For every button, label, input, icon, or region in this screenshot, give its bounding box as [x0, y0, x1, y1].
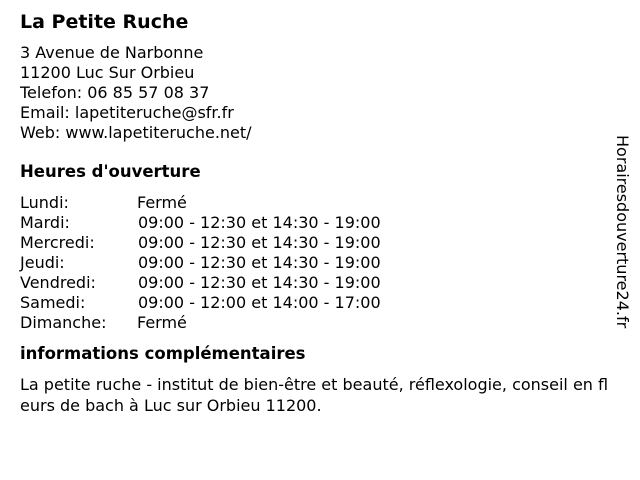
- day-label: Jeudi:: [20, 253, 65, 272]
- day-hours: 09:00 - 12:30 et 14:30 - 19:00: [138, 213, 381, 232]
- day-hours: 09:00 - 12:30 et 14:30 - 19:00: [138, 273, 381, 292]
- email-line: Email: lapetiteruche@sfr.fr: [20, 103, 234, 122]
- hours-row-friday: [20, 273, 610, 293]
- hours-heading: Heures d'ouverture: [20, 162, 201, 181]
- day-label: Samedi:: [20, 293, 86, 312]
- watermark-text: Horairesdouverture24.fr: [613, 135, 632, 329]
- address-line-1: 3 Avenue de Narbonne: [20, 43, 204, 62]
- hours-row-saturday: [20, 293, 610, 313]
- hours-row-thursday: [20, 253, 610, 273]
- address-line-2: 11200 Luc Sur Orbieu: [20, 63, 195, 82]
- day-label: Vendredi:: [20, 273, 96, 292]
- hours-row-sunday: [20, 313, 610, 333]
- day-hours: 09:00 - 12:30 et 14:30 - 19:00: [138, 253, 381, 272]
- day-hours: Fermé: [137, 313, 187, 332]
- hours-row-wednesday: [20, 233, 610, 253]
- business-name: La Petite Ruche: [20, 11, 189, 33]
- day-label: Mardi:: [20, 213, 70, 232]
- day-label: Lundi:: [20, 193, 69, 212]
- info-heading: informations complémentaires: [20, 344, 306, 363]
- business-card: [20, 10, 610, 416]
- day-hours: 09:00 - 12:30 et 14:30 - 19:00: [138, 233, 381, 252]
- hours-table: [20, 193, 610, 333]
- hours-row-monday: [20, 193, 610, 213]
- info-description: La petite ruche - institut de bien-être et beauté, réflexologie, conseil en fleurs de bach à Luc sur Orbieu 11200.: [20, 375, 609, 415]
- day-hours: 09:00 - 12:00 et 14:00 - 17:00: [138, 293, 381, 312]
- phone-line: Telefon: 06 85 57 08 37: [20, 83, 210, 102]
- web-line: Web: www.lapetiteruche.net/: [20, 123, 252, 142]
- day-label: Mercredi:: [20, 233, 95, 252]
- day-label: Dimanche:: [20, 313, 107, 332]
- contact-block: [20, 43, 610, 143]
- hours-row-tuesday: [20, 213, 610, 233]
- day-hours: Fermé: [137, 193, 187, 212]
- watermark: [612, 135, 634, 371]
